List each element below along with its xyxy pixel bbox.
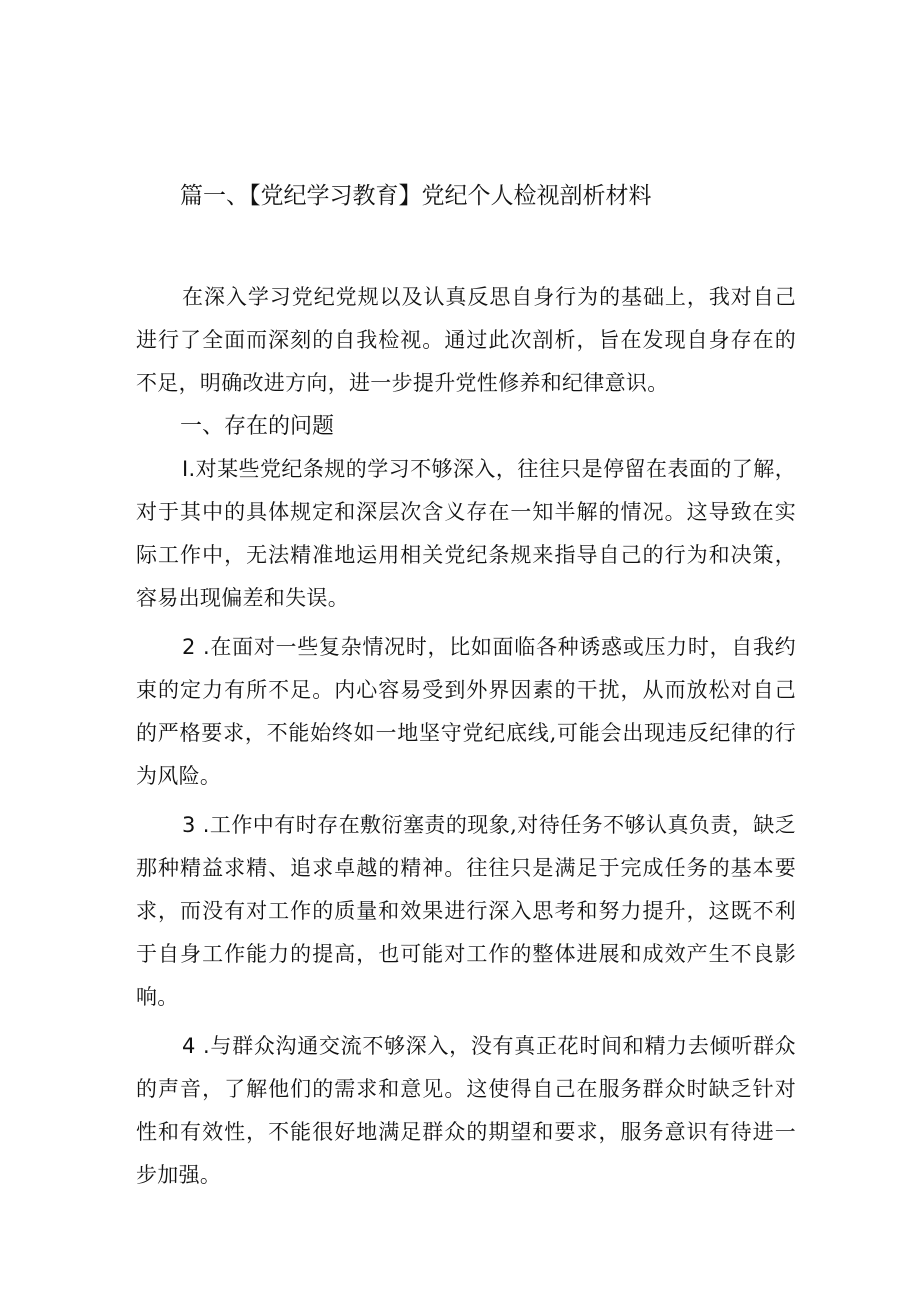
document-body: [136, 276, 796, 1203]
item-text: 在面对一些复杂情况时，比如面临各种诱惑或压力时，自我约束的定力有所不足。内心容易受到外界因素的干扰，从而放松对自己的严格要求，不能始终如一地坚守党纪底线,可能会出现违反纪律的行为风险。: [136, 635, 796, 788]
item-number: I.: [182, 457, 196, 481]
problem-item-1: [136, 448, 796, 620]
problem-item-4: [136, 1025, 796, 1197]
problem-item-2: [136, 626, 796, 798]
item-number: 3 .: [182, 813, 210, 837]
problem-item-3: [136, 804, 796, 1019]
intro-paragraph: 在深入学习党纪党规以及认真反思自身行为的基础上，我对自己进行了全面而深刻的自我检视。通过此次剖析，旨在发现自身存在的不足，明确改进方向，进一步提升党性修养和纪律意识。: [136, 285, 796, 395]
item-text: 工作中有时存在敷衍塞责的现象,对待任务不够认真负责，缺乏那种精益求精、追求卓越的精神。往往只是满足于完成任务的基本要求，而没有对工作的质量和效果进行深入思考和努力提升，这既不利于自身工作能力的提高，也可能对工作的整体进展和成效产生不良影响。: [136, 813, 796, 1009]
section-heading: 一、存在的问题: [180, 414, 335, 439]
item-text: 与群众沟通交流不够深入，没有真正花时间和精力去倾听群众的声音，了解他们的需求和意见。这使得自己在服务群众时缺乏针对性和有效性，不能很好地满足群众的期望和要求，服务意识有待进一步加强。: [136, 1034, 796, 1187]
item-text: 对某些党纪条规的学习不够深入，往往只是停留在表面的了解，对于其中的具体规定和深层次含义存在一知半解的情况。这导致在实际工作中，无法精准地运用相关党纪条规来指导自己的行为和决策，容易出现偏差和失误。: [136, 457, 796, 610]
item-number: 2 .: [182, 635, 211, 659]
document-title: 篇一、【党纪学习教育】党纪个人检视剖析材料: [180, 183, 652, 209]
item-number: 4 .: [182, 1034, 211, 1058]
